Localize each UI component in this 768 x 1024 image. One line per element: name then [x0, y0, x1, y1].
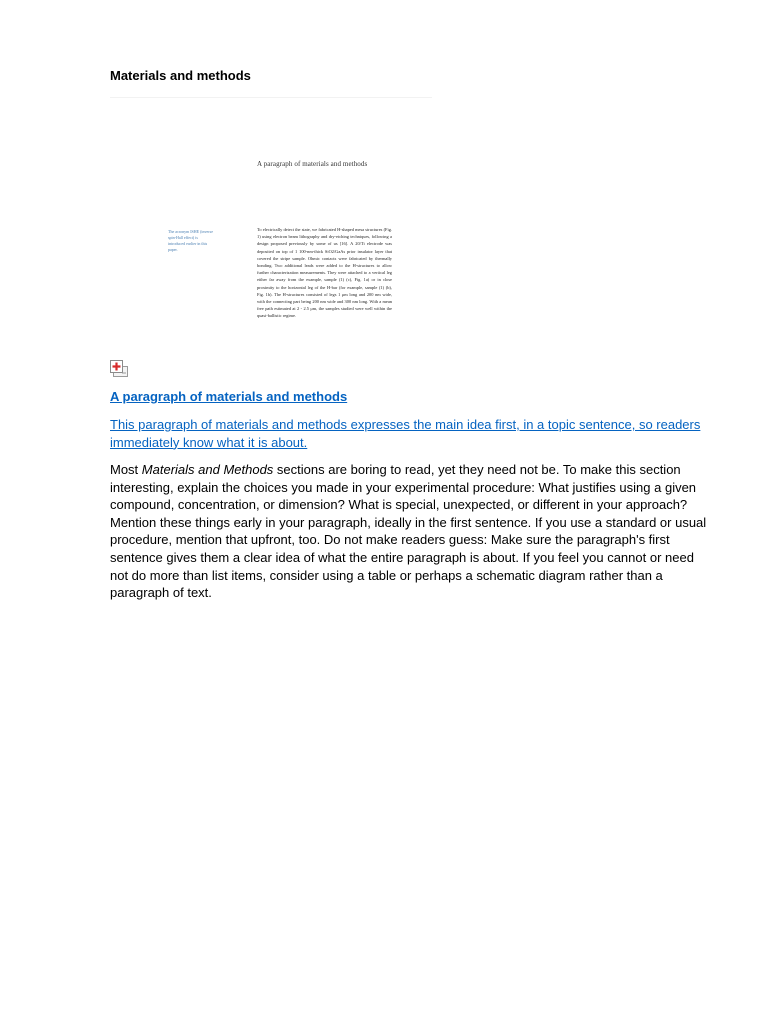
preview-margin-note: The acronym ISHE (inverse spin-Hall effect) is introduced earlier in this paper.: [168, 229, 213, 252]
broken-image-icon[interactable]: [110, 360, 129, 378]
body-text-start: Most: [110, 462, 142, 477]
paragraph-heading-link[interactable]: A paragraph of materials and methods: [110, 389, 348, 404]
paragraph-summary-link[interactable]: This paragraph of materials and methods expresses the main idea first, in a topic sentence, so readers immediately know what it is about.: [110, 417, 701, 450]
body-text-rest: sections are boring to read, yet they need not be. To make this section interesting, explain the choices you made in your experimental procedure: What justifies using a given compound, concentration, or dimension? What is special, unexpected, or different in your approach? Mention these things early in your paragraph, ideally in the first sentence. If you use a standard or usual procedure, mention that upfront, too. Do not make readers guess: Make sure the paragraph's first sentence gives them a clear idea of what the entire paragraph is about. If you feel you cannot or need not do more than list items, consider using a table or perhaps a schematic diagram rather than a paragraph of text.: [110, 462, 707, 601]
paragraph-preview-image: [110, 97, 432, 346]
preview-heading: A paragraph of materials and methods: [257, 160, 368, 168]
preview-body-text: To electrically detect the state, we fabricated H-shaped mesa structures (Fig. 1) using electron beam lithography and dry-etching techniques, following a design proposed previously by some of us [16]. A 20/Ti electrode was deposited on top of 1 100-nm-thick SiO2/GaAs prior insulator layer that covered the stripe sample. Ohmic contacts were fabricated by thermally bonding. Two additional leads were added to the H-structures to allow further characterization measurements. They were attached to a vertical leg either far away from the example, sample (1) (c), Fig. 1a) or in close proximity to the horizontal leg of the H-bar (for example, sample (1) (b), Fig. 1b). The H-structures consisted of legs 1 μm long and 200 nm wide, with the connecting part being 200 nm wide and 300 nm long. With a mean free path estimated at 2 - 2.5 μm, the samples studied were well within the quasi-ballistic regime.: [257, 227, 392, 319]
body-text-italic: Materials and Methods: [141, 462, 274, 477]
broken-image-icon-graphic: [110, 360, 129, 378]
page-title: Materials and methods: [110, 68, 251, 83]
body-paragraph: [110, 461, 710, 602]
